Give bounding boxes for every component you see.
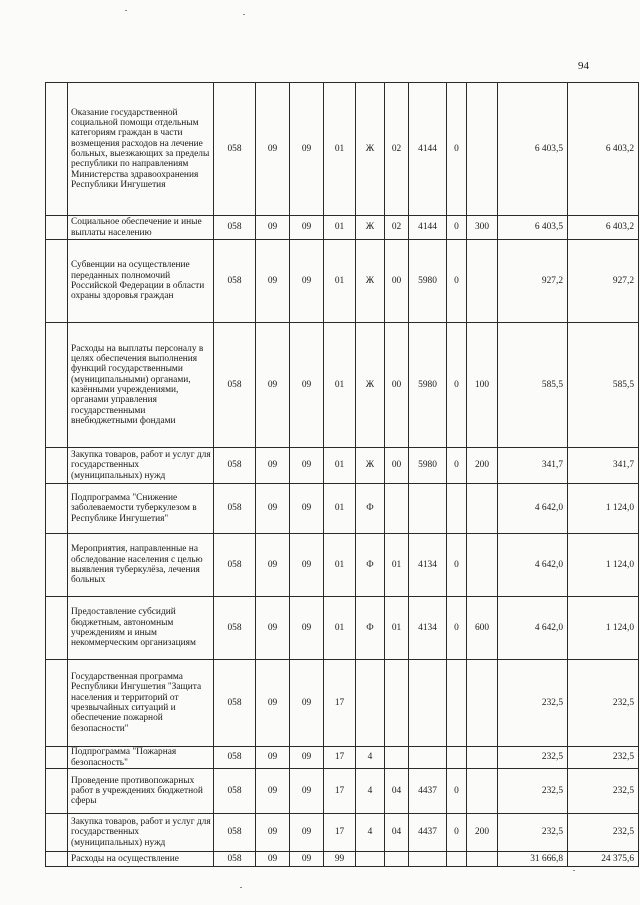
code-cell: 09 (290, 484, 324, 534)
code-cell: 09 (290, 814, 324, 852)
table-row (46, 747, 639, 769)
code-cell: 058 (214, 484, 256, 534)
code-cell: 09 (256, 769, 290, 814)
table-row (46, 83, 639, 216)
code-cell: 09 (290, 216, 324, 240)
code-cell (467, 484, 498, 534)
code-cell: 02 (385, 83, 409, 216)
code-cell: 4437 (409, 814, 447, 852)
amount-cell: 585,5 (568, 323, 639, 448)
table-row (46, 660, 639, 747)
amount-cell: 232,5 (498, 814, 568, 852)
code-cell (467, 83, 498, 216)
row-description: Закупка товаров, работ и услуг для государственных (муниципальных) нужд (68, 448, 214, 484)
code-cell: 09 (256, 216, 290, 240)
code-cell: 17 (324, 814, 356, 852)
code-cell: 4134 (409, 597, 447, 660)
code-cell: 00 (385, 323, 409, 448)
code-cell: 058 (214, 534, 256, 597)
amount-cell: 1 124,0 (568, 484, 639, 534)
code-cell (385, 660, 409, 747)
code-cell: 00 (385, 448, 409, 484)
code-cell: 058 (214, 814, 256, 852)
code-cell: 01 (324, 216, 356, 240)
table-row (46, 814, 639, 852)
blank-cell (46, 448, 68, 484)
blank-cell (46, 747, 68, 769)
code-cell (467, 660, 498, 747)
code-cell: 09 (256, 597, 290, 660)
code-cell (467, 769, 498, 814)
code-cell: Ф (356, 597, 385, 660)
row-description: Подпрограмма "Пожарная безопасность" (68, 747, 214, 769)
blank-cell (46, 814, 68, 852)
row-description: Подпрограмма "Снижение заболеваемости туберкулезом в Республике Ингушетия" (68, 484, 214, 534)
code-cell: 09 (256, 484, 290, 534)
amount-cell: 927,2 (498, 240, 568, 323)
code-cell: 058 (214, 448, 256, 484)
code-cell: 0 (447, 534, 467, 597)
code-cell: 09 (290, 534, 324, 597)
code-cell (409, 852, 447, 867)
page-number: 94 (578, 60, 589, 72)
code-cell: 058 (214, 852, 256, 867)
code-cell: 0 (447, 448, 467, 484)
blank-cell (46, 660, 68, 747)
code-cell: 4437 (409, 769, 447, 814)
code-cell (467, 534, 498, 597)
code-cell: 04 (385, 769, 409, 814)
code-cell: 09 (256, 852, 290, 867)
code-cell: 09 (290, 660, 324, 747)
code-cell (447, 660, 467, 747)
code-cell: 09 (290, 597, 324, 660)
code-cell: Ф (356, 484, 385, 534)
table-row (46, 448, 639, 484)
code-cell: 09 (256, 660, 290, 747)
code-cell: 058 (214, 83, 256, 216)
code-cell: 01 (324, 240, 356, 323)
code-cell (385, 484, 409, 534)
table-row (46, 852, 639, 867)
table-row (46, 484, 639, 534)
code-cell: 200 (467, 814, 498, 852)
row-description: Проведение противопожарных работ в учреждениях бюджетной сферы (68, 769, 214, 814)
code-cell: 5980 (409, 323, 447, 448)
row-description: Предоставление субсидий бюджетным, автономным учреждениям и иным некоммерческим организациям (68, 597, 214, 660)
code-cell (447, 747, 467, 769)
blank-cell (46, 769, 68, 814)
code-cell: 4144 (409, 83, 447, 216)
code-cell: 00 (385, 240, 409, 323)
code-cell: 0 (447, 814, 467, 852)
table-row (46, 769, 639, 814)
amount-cell: 6 403,2 (568, 83, 639, 216)
code-cell: Ж (356, 216, 385, 240)
code-cell: 09 (256, 747, 290, 769)
code-cell: 5980 (409, 448, 447, 484)
code-cell: 058 (214, 660, 256, 747)
code-cell: 4134 (409, 534, 447, 597)
amount-cell: 232,5 (568, 660, 639, 747)
amount-cell: 1 124,0 (568, 597, 639, 660)
amount-cell: 927,2 (568, 240, 639, 323)
blank-cell (46, 597, 68, 660)
code-cell: 200 (467, 448, 498, 484)
code-cell: 09 (290, 448, 324, 484)
code-cell (385, 747, 409, 769)
code-cell (409, 660, 447, 747)
code-cell: 17 (324, 660, 356, 747)
row-description: Мероприятия, направленные на обследование населения с целью выявления туберкулёза, лечения больных (68, 534, 214, 597)
code-cell: Ж (356, 323, 385, 448)
code-cell (467, 240, 498, 323)
code-cell (467, 852, 498, 867)
code-cell: 5980 (409, 240, 447, 323)
blank-cell (46, 216, 68, 240)
code-cell: 4144 (409, 216, 447, 240)
code-cell (409, 747, 447, 769)
code-cell: 0 (447, 83, 467, 216)
code-cell: Ж (356, 448, 385, 484)
amount-cell: 232,5 (498, 660, 568, 747)
code-cell: 300 (467, 216, 498, 240)
code-cell: 09 (290, 852, 324, 867)
code-cell (385, 852, 409, 867)
blank-cell (46, 83, 68, 216)
code-cell: 01 (385, 597, 409, 660)
code-cell: 09 (290, 323, 324, 448)
code-cell (447, 852, 467, 867)
code-cell: 01 (324, 534, 356, 597)
row-description: Расходы на осуществление (68, 852, 214, 867)
code-cell: 01 (324, 83, 356, 216)
code-cell: 0 (447, 597, 467, 660)
row-description: Социальное обеспечение и иные выплаты населению (68, 216, 214, 240)
code-cell: Ж (356, 83, 385, 216)
code-cell: 09 (256, 240, 290, 323)
amount-cell: 6 403,5 (498, 216, 568, 240)
code-cell: 058 (214, 747, 256, 769)
code-cell: 058 (214, 216, 256, 240)
code-cell: 100 (467, 323, 498, 448)
table-row (46, 240, 639, 323)
code-cell: 4 (356, 769, 385, 814)
code-cell (467, 747, 498, 769)
code-cell: 09 (290, 83, 324, 216)
code-cell (356, 852, 385, 867)
code-cell: 01 (324, 323, 356, 448)
amount-cell: 232,5 (568, 747, 639, 769)
blank-cell (46, 484, 68, 534)
table-row (46, 534, 639, 597)
amount-cell: 1 124,0 (568, 534, 639, 597)
code-cell: 17 (324, 769, 356, 814)
code-cell: 99 (324, 852, 356, 867)
code-cell: 09 (256, 814, 290, 852)
code-cell: 09 (256, 534, 290, 597)
blank-cell (46, 534, 68, 597)
code-cell: 600 (467, 597, 498, 660)
code-cell: 4 (356, 747, 385, 769)
table-row (46, 216, 639, 240)
code-cell: 058 (214, 240, 256, 323)
amount-cell: 24 375,6 (568, 852, 639, 867)
amount-cell: 6 403,5 (498, 83, 568, 216)
code-cell: 01 (324, 484, 356, 534)
code-cell: 02 (385, 216, 409, 240)
code-cell: 09 (256, 448, 290, 484)
code-cell: 058 (214, 597, 256, 660)
amount-cell: 585,5 (498, 323, 568, 448)
blank-cell (46, 323, 68, 448)
blank-cell (46, 852, 68, 867)
amount-cell: 341,7 (498, 448, 568, 484)
code-cell: 4 (356, 814, 385, 852)
budget-table (45, 82, 639, 867)
code-cell (356, 660, 385, 747)
amount-cell: 31 666,8 (498, 852, 568, 867)
code-cell: 09 (290, 240, 324, 323)
amount-cell: 232,5 (498, 747, 568, 769)
amount-cell: 232,5 (498, 769, 568, 814)
amount-cell: 232,5 (568, 814, 639, 852)
amount-cell: 6 403,2 (568, 216, 639, 240)
code-cell: 0 (447, 769, 467, 814)
amount-cell: 4 642,0 (498, 597, 568, 660)
row-description: Оказание государственной социальной помощи отдельным категориям граждан в части возмещения расходов на лечение больных, выезжающих за пределы республики по направлениям Министерства здравоохранения Республики Ингушетия (68, 83, 214, 216)
code-cell: Ф (356, 534, 385, 597)
blank-cell (46, 240, 68, 323)
row-description: Расходы на выплаты персоналу в целях обеспечения выполнения функций государственными (муниципальными) органами, казёнными учреждениями, органами управления государственными внебюджетными фондами (68, 323, 214, 448)
row-description: Закупка товаров, работ и услуг для государственных (муниципальных) нужд (68, 814, 214, 852)
code-cell: 01 (324, 597, 356, 660)
code-cell: 01 (324, 448, 356, 484)
amount-cell: 4 642,0 (498, 484, 568, 534)
code-cell: 09 (256, 83, 290, 216)
code-cell: 09 (290, 747, 324, 769)
code-cell: 01 (385, 534, 409, 597)
row-description: Субвенции на осуществление переданных полномочий Российской Федерации в области охраны здоровья граждан (68, 240, 214, 323)
amount-cell: 232,5 (568, 769, 639, 814)
code-cell: 0 (447, 240, 467, 323)
table-row (46, 597, 639, 660)
code-cell: 058 (214, 323, 256, 448)
row-description: Государственная программа Республики Ингушетия "Защита населения и территорий от чрезвычайных ситуаций и обеспечение пожарной безопасности" (68, 660, 214, 747)
code-cell: Ж (356, 240, 385, 323)
code-cell (409, 484, 447, 534)
code-cell: 0 (447, 216, 467, 240)
code-cell: 0 (447, 323, 467, 448)
code-cell: 09 (290, 769, 324, 814)
code-cell: 058 (214, 769, 256, 814)
amount-cell: 4 642,0 (498, 534, 568, 597)
amount-cell: 341,7 (568, 448, 639, 484)
table-row (46, 323, 639, 448)
code-cell: 09 (256, 323, 290, 448)
code-cell: 04 (385, 814, 409, 852)
code-cell (447, 484, 467, 534)
code-cell: 17 (324, 747, 356, 769)
